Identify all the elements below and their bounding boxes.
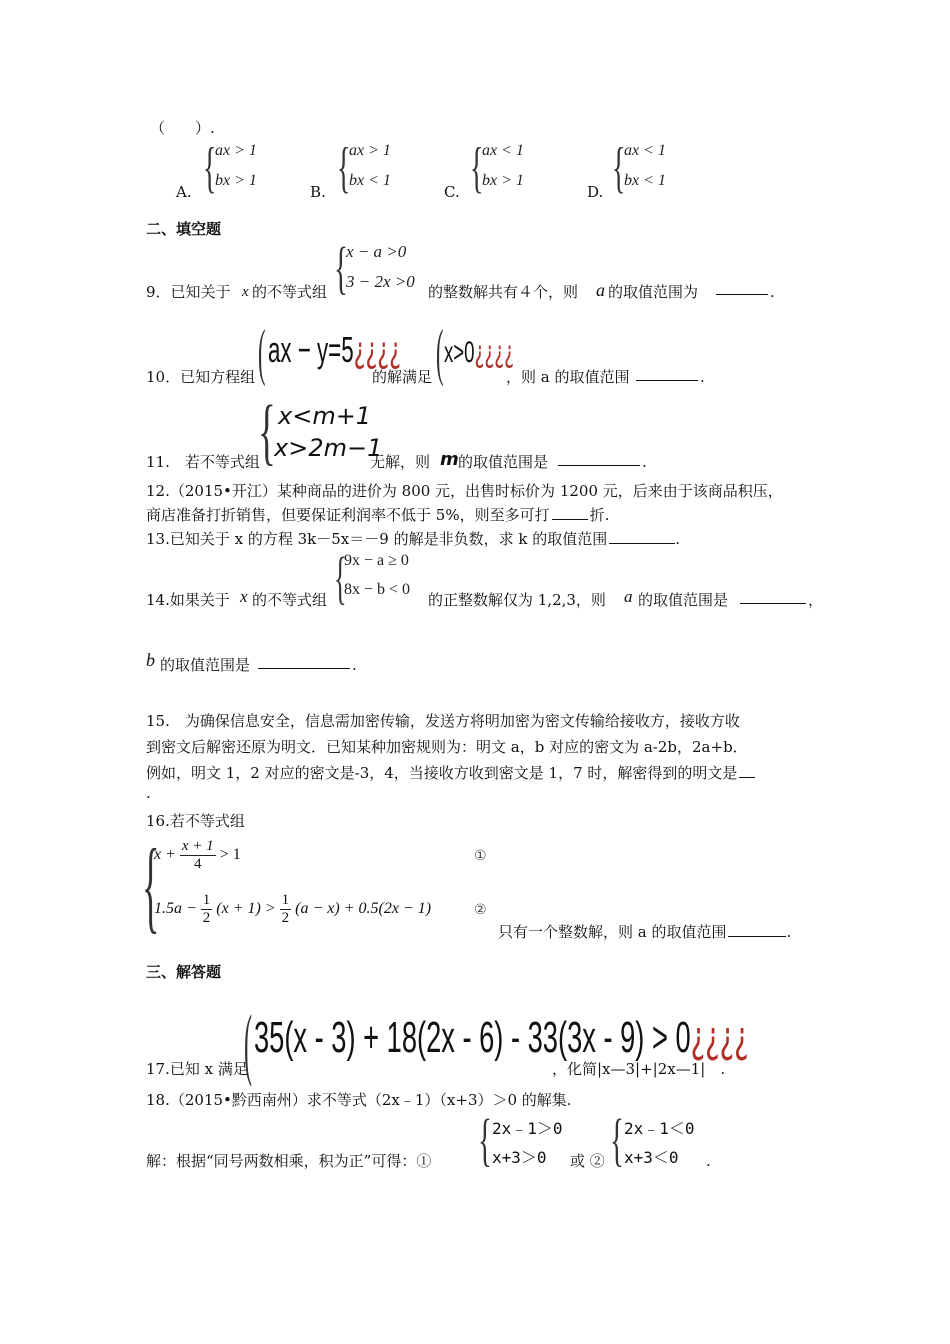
q10-system: ax − y=5¿¿¿¿ <box>268 329 402 371</box>
q16-l1-left: x + <box>154 846 176 864</box>
q17-prefix: 17.已知 x 满足 <box>146 1060 248 1078</box>
period: . <box>642 453 647 471</box>
q16-title: 16.若不等式组 <box>146 812 245 830</box>
brace-icon: ( <box>436 316 444 387</box>
period: . <box>706 1152 711 1170</box>
q18-s1-line-1: 2x﹣1＞0 <box>492 1119 563 1138</box>
answer-blank[interactable] <box>258 654 350 669</box>
brace-icon: { <box>470 137 484 199</box>
q11-var-m: m <box>440 449 459 470</box>
q9-suffix-2: 的取值范围为 <box>608 283 699 301</box>
q9-var-a: a <box>596 280 605 300</box>
q11-mid: 无解，则 <box>370 453 431 471</box>
brace-icon: { <box>203 137 217 199</box>
q9-system-line-2: 3 − 2x >0 <box>346 272 415 291</box>
q17-suffix: ，化简|x—3|+|2x—1| . <box>552 1060 726 1078</box>
q12-end: 折. <box>589 506 610 524</box>
brace-icon: { <box>334 235 348 300</box>
q10-prefix: 10．已知方程组 <box>146 368 256 386</box>
q15-line-4: . <box>146 784 151 802</box>
system-line: bx > 1 <box>215 172 257 189</box>
q12-line-1: 12.（2015•开江）某种商品的进价为 800 元，出售时标价为 1200 元，后来由于该商品积压， <box>146 482 783 500</box>
brace-icon: { <box>142 828 160 943</box>
system-line: bx > 1 <box>482 172 524 189</box>
q18-s2-line-2: x+3＜0 <box>624 1148 679 1167</box>
answer-blank[interactable] <box>739 763 755 778</box>
system-line: ax > 1 <box>215 142 257 159</box>
answer-blank[interactable] <box>728 922 786 937</box>
q13-text: 13.已知关于 x 的方程 3k－5x＝－9 的解是非负数，求 k 的取值范围 <box>146 530 608 548</box>
brace-icon: { <box>478 1107 492 1172</box>
brace-icon: { <box>612 137 626 199</box>
answer-blank[interactable] <box>716 280 768 295</box>
q11-line-1: x<m+1 <box>278 402 372 430</box>
brace-icon: { <box>610 1107 624 1172</box>
answer-blank[interactable] <box>552 505 588 520</box>
answer-blank[interactable] <box>609 529 675 544</box>
fraction <box>280 892 292 927</box>
q14-system-line-2: 8x − b < 0 <box>344 581 411 598</box>
q15-line-1: 15. 为确保信息安全，信息需加密传输，发送方将明加密为密文传输给接收方，接收方收 <box>146 712 740 730</box>
q16-l1-right: > 1 <box>219 846 241 864</box>
q16-l2-c: (a − x) + 0.5(2x − 1) <box>295 900 432 918</box>
q10-mid: 的解满足 <box>372 368 433 386</box>
brace-icon: { <box>334 545 347 610</box>
question-13 <box>146 529 680 549</box>
q11-line-2: x>2m−1 <box>274 434 383 462</box>
answer-blank[interactable] <box>558 451 640 466</box>
circled-two: ② <box>474 902 487 918</box>
q17-expression: 35(x - 3) + 18(2x - 6) - 33(3x - 9) > 0¿¿¿¿ <box>254 1012 749 1063</box>
q15-text: 例如，明文 1，2 对应的密文是-3，4，当接收方收到密文是 1，7 时，解密得到的明文是 <box>146 764 738 782</box>
q14-suffix-2: 的取值范围是 <box>638 591 729 609</box>
q14-system-line-1: 9x − a ≥ 0 <box>344 552 409 569</box>
period: . <box>675 530 680 548</box>
option-letter: A. <box>176 183 192 201</box>
q16-line-2 <box>154 892 431 927</box>
q16-l2-b: (x + 1) > <box>216 900 276 918</box>
system-line: ax < 1 <box>482 142 524 159</box>
comma: ， <box>808 591 824 609</box>
answer-blank[interactable] <box>636 366 698 381</box>
q18-s2-line-1: 2x﹣1＜0 <box>624 1119 695 1138</box>
q16-line-1 <box>154 838 241 873</box>
brace-icon: { <box>337 137 351 199</box>
q9-var: x <box>242 284 249 300</box>
system-line: bx < 1 <box>624 172 666 189</box>
q9-mid: 的不等式组 <box>252 283 328 301</box>
q14-var-x: x <box>240 587 248 606</box>
q10-suffix: ，则 a 的取值范围 <box>506 368 630 386</box>
brace-icon: ( <box>258 316 266 387</box>
option-letter: C. <box>444 183 460 201</box>
q9-system-line-1: x − a >0 <box>346 242 407 261</box>
q9-suffix: 的整数解共有４个，则 <box>428 283 579 301</box>
option-letter: D. <box>587 183 604 201</box>
q16-suffix-line <box>498 922 791 942</box>
q14-var-a: a <box>624 587 633 606</box>
period: . <box>352 656 357 674</box>
numerator: 1 <box>202 892 211 908</box>
numerator: 1 <box>281 892 290 908</box>
fraction <box>201 892 213 927</box>
q16-l2-a: 1.5a − <box>154 900 197 918</box>
period: . <box>700 368 705 386</box>
answer-blank[interactable] <box>740 589 806 604</box>
denominator: 2 <box>281 910 290 926</box>
period: . <box>770 283 775 301</box>
numerator: x + 1 <box>181 838 214 854</box>
period: . <box>786 923 792 941</box>
section-heading-answer: 三、解答题 <box>146 963 222 981</box>
denominator: 4 <box>194 856 202 872</box>
system-line: bx < 1 <box>349 172 391 189</box>
q10-condition: x>0¿¿¿¿ <box>444 335 515 370</box>
q18-s1-line-2: x+3＞0 <box>492 1148 547 1167</box>
option-letter: B. <box>310 183 326 201</box>
brace-icon: ( <box>244 1000 252 1088</box>
q12-text: 商店准备打折销售，但要保证利润率不低于 5%，则至多可打 <box>146 506 550 524</box>
q9-prefix: 9．已知关于 <box>146 283 231 301</box>
system-line: ax < 1 <box>624 142 666 159</box>
q14-var-b: b <box>146 650 155 670</box>
brace-icon: { <box>258 391 276 473</box>
section-heading-fill-in: 二、填空题 <box>146 220 222 238</box>
q14-suffix: 的正整数解仅为 1,2,3，则 <box>428 591 606 609</box>
q15-line-3 <box>146 763 755 783</box>
q15-line-2: 到密文后解密还原为明文．已知某种加密规则为：明文 a，b 对应的密文为 a-2b，2a+b． <box>146 738 748 756</box>
q16-suffix: 只有一个整数解，则 a 的取值范围 <box>498 923 727 941</box>
q14-prefix: 14.如果关于 <box>146 591 230 609</box>
q11-suffix: 的取值范围是 <box>458 453 549 471</box>
q8-paren: （ ）. <box>150 119 215 137</box>
denominator: 2 <box>202 910 211 926</box>
q12-line-2 <box>146 505 609 525</box>
fraction <box>180 838 216 873</box>
q18-solution-text: 解：根据“同号两数相乘，积为正”可得：① <box>146 1152 432 1170</box>
q11-prefix: 11. 若不等式组 <box>146 453 260 471</box>
q18-or: 或 ② <box>570 1152 605 1170</box>
q18-line: 18.（2015•黔西南州）求不等式（2x﹣1）（x+3）＞0 的解集. <box>146 1091 572 1109</box>
system-line: ax > 1 <box>349 142 391 159</box>
q14-mid: 的不等式组 <box>252 591 328 609</box>
circled-one: ① <box>474 848 487 864</box>
q14-b-text: 的取值范围是 <box>160 656 251 674</box>
